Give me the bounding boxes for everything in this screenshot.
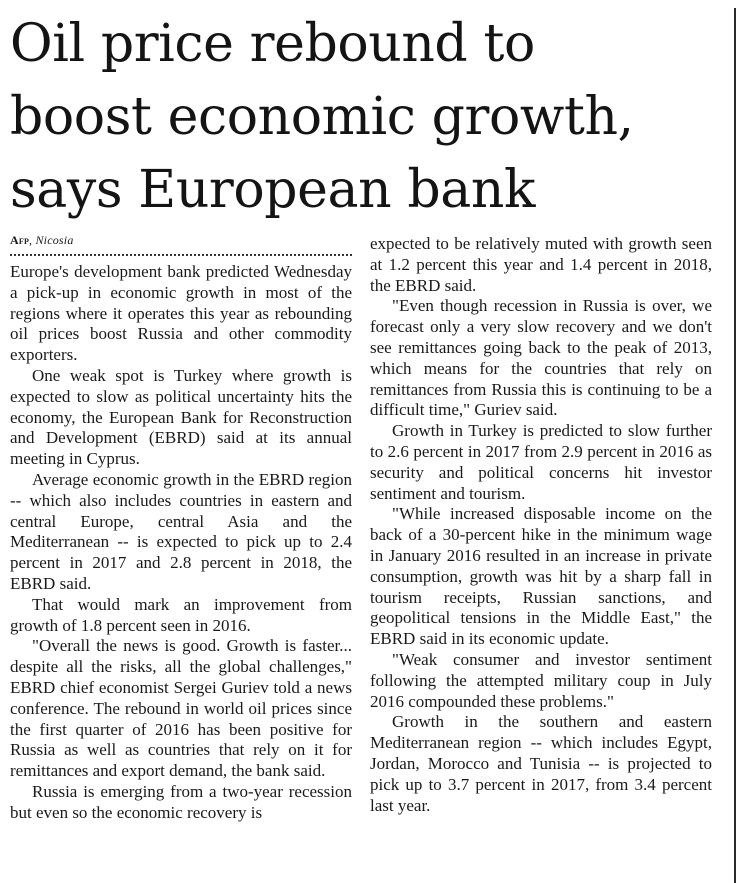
paragraph: Growth in Turkey is predicted to slow further to 2.6 percent in 2017 from 2.9 percent in 2016 as security and political concerns hit investor sentiment and tourism. — [370, 421, 712, 503]
paragraph: "Even though recession in Russia is over, we forecast only a very slow recovery and we don't see remittances going back to the peak of 2013, which means for the countries that rely on remittances from Russia this is continuing to be a difficult time," Guriev said. — [370, 296, 712, 420]
paragraph: "Overall the news is good. Growth is faster... despite all the risks, all the global challenges," EBRD chief economist Sergei Guriev told a news conference. The rebound in world oil prices since the first quarter of 2016 has been positive for Russia as well as countries that rely on it for remittances and export demand, the bank said. — [10, 636, 352, 781]
paragraph: "While increased disposable income on the back of a 30-percent hike in the minimum wage in January 2016 resulted in an increase in private consumption, growth was hit by a sharp fall in tourism receipts, Russian sanctions, and geopolitical tensions in the Middle East," the EBRD said in its economic update. — [370, 504, 712, 649]
paragraph: That would mark an improvement from growth of 1.8 percent seen in 2016. — [10, 594, 352, 635]
paragraph: "Weak consumer and investor sentiment following the attempted military coup in July 2016 compounded these problems." — [370, 649, 712, 711]
headline-line-1: Oil price rebound to — [10, 14, 535, 74]
paragraph: Growth in the southern and eastern Mediterranean region -- which includes Egypt, Jordan, Morocco and Tunisia -- is projected to pick up to 3.7 percent in 2017, from 3.4 percent last year. — [370, 712, 712, 815]
paragraph: Europe's development bank predicted Wednesday a pick-up in economic growth in most of the regions where it operates this year as rebounding oil prices boost Russia and other commodity exporters. — [10, 262, 352, 365]
byline-agency: Afp — [10, 233, 30, 247]
article-column-left — [10, 232, 352, 824]
paragraph: Average economic growth in the EBRD region -- which also includes countries in eastern and central Europe, central Asia and the Mediterranean -- is expected to pick up to 2.4 percent in 2017 and 2.8 percent in 2018, the EBRD said. — [10, 469, 352, 593]
article-column-right — [370, 234, 712, 816]
paragraph: Russia is emerging from a two-year recession but even so the economic recovery is — [10, 781, 352, 822]
headline-line-2: boost economic growth, — [10, 87, 634, 147]
byline: Afp, Nicosia — [10, 233, 74, 247]
headline — [10, 8, 730, 227]
paragraph: expected to be relatively muted with growth seen at 1.2 percent this year and 1.4 percent in 2018, the EBRD said. — [370, 234, 712, 295]
byline-divider — [10, 252, 352, 256]
byline-city: Nicosia — [35, 233, 74, 247]
headline-line-3: says European bank — [10, 160, 536, 220]
paragraph: One weak spot is Turkey where growth is expected to slow as political uncertainty hits the economy, the European Bank for Reconstruction and Development (EBRD) said at its annual meeting in Cyprus. — [10, 365, 352, 469]
